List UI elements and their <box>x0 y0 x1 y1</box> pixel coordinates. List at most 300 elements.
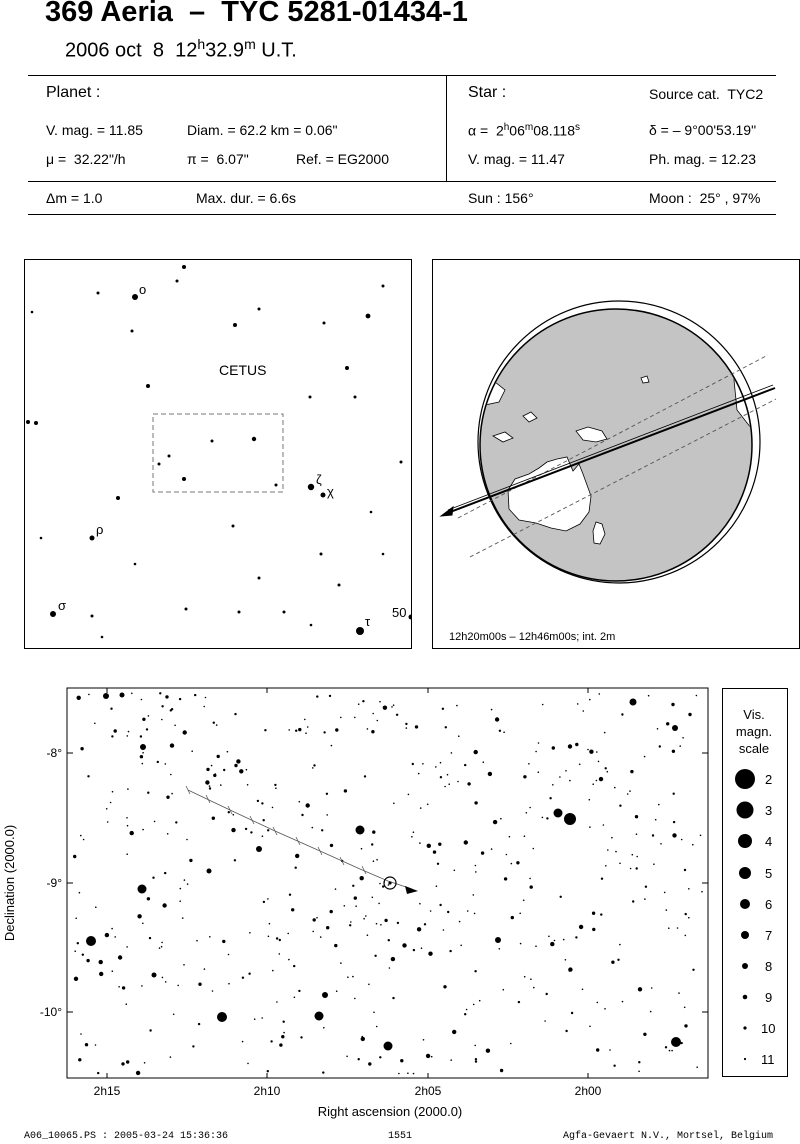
star <box>655 819 657 821</box>
star <box>118 955 122 959</box>
star <box>288 729 290 731</box>
star <box>377 720 379 722</box>
star <box>495 717 499 721</box>
label-chi: χ <box>327 484 334 499</box>
star <box>170 774 172 776</box>
star <box>457 781 459 783</box>
star <box>234 764 237 767</box>
star <box>126 946 128 948</box>
star <box>289 894 291 896</box>
star <box>326 926 329 929</box>
info-mid-rule <box>28 181 776 182</box>
star <box>321 829 323 831</box>
star <box>668 927 670 929</box>
star <box>523 900 525 902</box>
star <box>234 713 236 715</box>
star <box>599 777 603 781</box>
star <box>546 817 548 819</box>
star <box>94 723 96 725</box>
star <box>101 636 104 639</box>
scale-dots <box>735 769 755 1060</box>
star <box>97 292 100 295</box>
star <box>364 775 366 777</box>
star <box>142 829 144 831</box>
star <box>307 726 309 728</box>
star <box>431 1056 433 1058</box>
star-bright <box>217 1012 227 1022</box>
star <box>406 727 408 729</box>
star <box>313 918 316 921</box>
finder-stars <box>26 265 411 638</box>
star <box>378 903 380 905</box>
mag-dot-10 <box>743 1026 746 1029</box>
y-tick-labels <box>40 746 62 1019</box>
globe-caption: 12h20m00s – 12h46m00s; int. 2m <box>449 631 616 643</box>
star <box>613 1065 615 1067</box>
star <box>552 784 554 786</box>
star <box>651 987 653 989</box>
star <box>264 729 266 731</box>
star-bright <box>140 744 146 750</box>
mag-label: 8 <box>765 959 773 974</box>
star <box>304 719 306 721</box>
star <box>248 973 250 975</box>
star <box>312 827 314 829</box>
star <box>233 323 237 327</box>
star <box>650 1011 652 1013</box>
star <box>467 782 470 785</box>
globe-svg <box>433 260 799 648</box>
star <box>291 908 294 911</box>
star <box>276 1001 278 1003</box>
star <box>422 763 424 765</box>
star <box>88 694 90 696</box>
x-tick: 2h15 <box>93 1084 121 1098</box>
mag-label: 6 <box>765 897 773 912</box>
star <box>474 913 476 915</box>
star <box>294 997 296 999</box>
planet-parallax: π = 6.07" <box>187 151 249 167</box>
star <box>568 744 572 748</box>
star <box>604 732 606 734</box>
star <box>158 463 161 466</box>
star <box>443 985 446 988</box>
star <box>316 917 318 919</box>
star <box>681 839 683 841</box>
star <box>95 906 97 908</box>
star <box>161 705 163 707</box>
star <box>205 780 209 784</box>
label-omicron: o <box>139 282 147 297</box>
star <box>209 785 211 787</box>
star <box>283 1021 285 1023</box>
label-zeta: ζ <box>316 472 322 487</box>
star <box>479 1000 481 1002</box>
star <box>198 1023 200 1025</box>
star <box>298 728 301 731</box>
star <box>528 763 530 765</box>
star <box>548 936 550 938</box>
star <box>412 763 414 765</box>
star <box>467 910 469 912</box>
star <box>179 698 181 700</box>
star <box>473 894 475 896</box>
star <box>430 910 432 912</box>
star <box>128 731 130 733</box>
y-tick: -8° <box>46 746 62 760</box>
star <box>121 1062 124 1065</box>
star <box>274 784 276 786</box>
star <box>310 624 313 627</box>
star-tau <box>356 627 364 635</box>
star <box>648 695 650 697</box>
star <box>376 1026 378 1028</box>
star <box>466 1009 468 1011</box>
star <box>417 927 421 931</box>
star <box>451 752 453 754</box>
planet-heading: Planet : <box>46 84 101 101</box>
page-title: 369 Aeria – TYC 5281-01434-1 <box>45 0 468 28</box>
info-top-rule <box>28 75 776 76</box>
star <box>334 944 337 947</box>
star-chart <box>0 685 715 1125</box>
star <box>346 1056 348 1058</box>
star <box>388 939 390 941</box>
star <box>666 722 669 725</box>
star <box>345 366 349 370</box>
star <box>524 835 526 837</box>
star <box>407 1072 409 1074</box>
mag-dot-7 <box>741 931 749 939</box>
star <box>87 775 89 777</box>
star <box>159 947 161 949</box>
star <box>589 1026 591 1028</box>
star <box>418 773 420 775</box>
star <box>99 972 103 976</box>
star <box>209 936 211 938</box>
star <box>95 1044 97 1046</box>
star <box>565 770 567 772</box>
star <box>34 421 38 425</box>
path-arrow <box>441 507 453 516</box>
star <box>579 764 581 766</box>
star <box>238 611 241 614</box>
star <box>140 735 142 737</box>
star <box>632 900 634 902</box>
star <box>97 1072 99 1074</box>
star <box>355 905 357 907</box>
info-bottom-rule <box>28 214 776 215</box>
star <box>483 761 485 763</box>
star <box>228 811 230 813</box>
star <box>261 1017 263 1019</box>
constellation-label: CETUS <box>219 362 267 378</box>
star <box>415 725 418 728</box>
planet-vmag: V. mag. = 11.85 <box>46 122 143 138</box>
star <box>371 730 374 733</box>
chart-plot-area <box>67 688 708 1078</box>
globe-panel <box>432 259 800 649</box>
star-source-catalog: Source cat. TYC2 <box>649 86 764 102</box>
star <box>147 897 150 900</box>
star <box>413 831 415 833</box>
star <box>340 717 342 719</box>
planet-ref: Ref. = EG2000 <box>296 151 390 167</box>
star <box>131 693 133 695</box>
star <box>118 986 120 988</box>
star <box>700 835 702 837</box>
star <box>376 859 378 861</box>
star <box>538 771 540 773</box>
star <box>397 922 399 924</box>
star-declination: δ = – 9°00'53.19" <box>649 122 757 138</box>
star <box>83 839 85 841</box>
star <box>77 942 79 944</box>
star <box>171 708 173 710</box>
star <box>475 865 477 867</box>
star <box>673 793 675 795</box>
star <box>258 577 261 580</box>
star <box>530 978 532 980</box>
star <box>607 849 609 851</box>
star <box>247 1063 249 1065</box>
star <box>644 898 646 900</box>
star <box>669 1050 671 1052</box>
star <box>146 384 150 388</box>
star <box>299 801 301 803</box>
star <box>233 814 235 816</box>
star <box>149 1029 151 1031</box>
mag-dot-6 <box>740 899 750 909</box>
star <box>464 840 468 844</box>
star-bright <box>554 809 563 818</box>
star <box>105 933 109 937</box>
star <box>420 807 422 809</box>
star <box>295 854 299 858</box>
star <box>312 931 314 933</box>
star <box>246 769 248 771</box>
star <box>460 945 462 947</box>
star <box>136 1071 140 1075</box>
star <box>596 1048 599 1051</box>
star <box>141 889 143 891</box>
star <box>630 770 633 773</box>
star <box>565 959 567 961</box>
star <box>684 1007 686 1009</box>
star <box>629 790 631 792</box>
star <box>354 396 357 399</box>
star <box>596 780 598 782</box>
star <box>440 762 442 764</box>
x-axis-label: Right ascension (2000.0) <box>317 1104 463 1119</box>
star <box>347 976 349 978</box>
star <box>147 792 149 794</box>
star <box>26 420 30 424</box>
star <box>165 981 167 983</box>
star-bright <box>152 973 157 978</box>
star <box>579 925 583 929</box>
star <box>486 1049 490 1053</box>
star <box>267 1070 269 1072</box>
star <box>427 844 431 848</box>
star <box>305 732 307 734</box>
star <box>354 717 356 719</box>
star <box>473 1004 475 1006</box>
finder-chart <box>24 259 412 649</box>
star <box>126 1003 128 1005</box>
star <box>373 860 375 862</box>
star <box>605 767 607 769</box>
star <box>141 699 143 701</box>
star <box>499 948 501 950</box>
star <box>258 308 261 311</box>
star <box>320 936 322 938</box>
star <box>134 563 137 566</box>
star <box>592 928 595 931</box>
star <box>452 1030 456 1034</box>
star <box>678 992 680 994</box>
star <box>31 311 34 314</box>
star <box>161 719 163 721</box>
star <box>152 877 154 879</box>
star <box>565 1030 567 1032</box>
star <box>212 990 214 992</box>
star <box>568 821 571 824</box>
star <box>272 807 274 809</box>
star <box>165 695 168 698</box>
star-bright <box>322 992 328 998</box>
star <box>563 939 565 941</box>
star <box>196 940 198 942</box>
star <box>270 1040 272 1042</box>
star-vmag: V. mag. = 11.47 <box>468 151 565 167</box>
star <box>358 703 360 705</box>
star <box>379 701 381 703</box>
mag-label: 11 <box>761 1052 775 1067</box>
star <box>126 817 128 819</box>
star <box>438 843 441 846</box>
star <box>423 1039 425 1041</box>
star <box>601 878 603 880</box>
x-tick: 2h10 <box>253 1084 281 1098</box>
star <box>589 699 591 701</box>
star <box>444 786 446 788</box>
star <box>340 962 342 964</box>
star <box>288 959 290 961</box>
star <box>427 804 429 806</box>
star <box>569 780 571 782</box>
star <box>511 863 513 865</box>
star <box>605 865 607 867</box>
star <box>211 765 213 767</box>
star <box>206 768 209 771</box>
star <box>148 715 150 717</box>
star <box>372 713 374 715</box>
star <box>293 965 295 967</box>
star <box>682 737 684 739</box>
star <box>182 477 186 481</box>
star <box>589 750 593 754</box>
star <box>603 824 605 826</box>
star <box>448 783 450 785</box>
star <box>168 455 171 458</box>
moon-info: Moon : 25° , 97% <box>649 190 761 206</box>
star <box>176 280 179 283</box>
star <box>474 1045 476 1047</box>
star <box>110 708 112 710</box>
star <box>223 769 225 771</box>
star <box>367 728 369 730</box>
star <box>374 955 376 957</box>
label-sigma: σ <box>58 598 67 613</box>
star <box>252 437 256 441</box>
star <box>174 725 176 727</box>
finder-chart-svg <box>25 260 411 648</box>
star <box>372 897 374 899</box>
star <box>80 835 82 837</box>
star <box>592 912 595 915</box>
star <box>142 752 144 754</box>
star <box>186 839 188 841</box>
star <box>130 831 134 835</box>
star <box>74 950 76 952</box>
star <box>569 970 571 972</box>
scale-title-line: Vis. <box>743 707 765 722</box>
star <box>323 1027 325 1029</box>
star <box>597 1002 599 1004</box>
star <box>549 797 551 799</box>
star <box>368 1062 371 1065</box>
event-time: 2006 oct 8 12$^h$32.9$^m$ U.T. <box>65 36 297 62</box>
star <box>504 877 507 880</box>
star <box>295 730 297 732</box>
star <box>344 905 346 907</box>
star <box>298 990 300 992</box>
star <box>279 939 281 941</box>
star <box>106 808 108 810</box>
star <box>384 919 387 922</box>
star <box>180 888 182 890</box>
star <box>269 923 271 925</box>
star <box>518 1001 520 1003</box>
star <box>211 440 214 443</box>
star <box>263 819 265 821</box>
star <box>242 977 244 979</box>
star <box>544 1020 546 1022</box>
star <box>249 932 251 934</box>
mag-label: 2 <box>765 772 773 787</box>
star <box>73 855 76 858</box>
star <box>632 854 634 856</box>
star <box>692 844 694 846</box>
star <box>456 705 458 707</box>
star <box>250 831 252 833</box>
x-tick-labels <box>94 1084 602 1098</box>
info-divider <box>446 75 447 182</box>
star <box>481 851 484 854</box>
star <box>658 804 660 806</box>
star <box>636 867 638 869</box>
mag-dot-3 <box>737 802 754 819</box>
star-bright <box>671 1037 681 1047</box>
star <box>376 923 378 925</box>
star <box>659 745 661 747</box>
footer-credit: Agfa-Gevaert N.V., Mortsel, Belgium <box>563 1131 774 1142</box>
star <box>664 892 666 894</box>
star <box>449 950 451 952</box>
mag-label: 3 <box>765 803 773 818</box>
star <box>500 1069 503 1072</box>
